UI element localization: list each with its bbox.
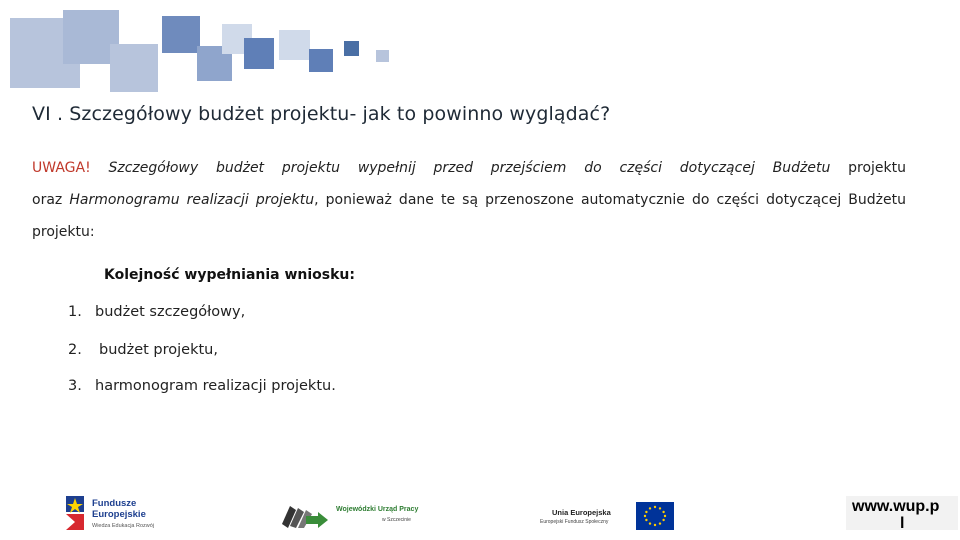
deco-square [162, 16, 200, 53]
list-item [68, 342, 218, 358]
list-item-number: 1. [68, 304, 82, 320]
deco-square [309, 49, 333, 72]
list-item-text: budżet projektu, [99, 342, 218, 358]
website-url-continuation[interactable]: l [900, 515, 905, 532]
deco-square [344, 41, 359, 56]
website-url[interactable]: www.wup.p [852, 498, 940, 515]
warning-text: oraz [32, 192, 70, 208]
wup-szczecin-logo [280, 500, 430, 530]
warning-italic-term: Budżetu [772, 160, 831, 176]
warning-text-end: , ponieważ dane te są przenoszone automatycznie do części dotyczącej Budżetu [314, 192, 906, 208]
deco-square [244, 38, 274, 69]
eu-logo-line-2: Europejski Fundusz Społeczny [540, 519, 609, 525]
warning-paragraph-line-1 [32, 160, 906, 176]
warning-text: Szczegółowy budżet projektu wypełnij przed przejściem do części dotyczącej [90, 160, 773, 176]
warning-paragraph-line-2 [32, 192, 906, 208]
list-item-number: 3. [68, 378, 82, 394]
warning-text-end: projektu [830, 160, 907, 176]
warning-paragraph-line-3: projektu: [32, 224, 95, 240]
eu-flag-icon [636, 502, 674, 530]
fe-logo-line-1: Fundusze [92, 498, 137, 509]
eu-logo-line-1: Unia Europejska [552, 508, 611, 517]
wup-emblem-icon [280, 500, 332, 530]
warning-italic-term: Harmonogramu realizacji projektu [69, 192, 315, 208]
deco-square [279, 30, 310, 60]
eu-logo [538, 500, 678, 532]
list-item [68, 304, 245, 320]
wup-logo-line-1: Wojewódzki Urząd Pracy [336, 506, 419, 513]
list-item-text: harmonogram realizacji projektu. [95, 378, 336, 394]
fe-logo-line-3: Wiedza Edukacja Rozwój [92, 523, 155, 529]
wup-logo-line-2: w Szczecinie [382, 517, 411, 523]
order-heading: Kolejność wypełniania wniosku: [104, 267, 356, 283]
list-item [68, 378, 336, 394]
deco-square [376, 50, 389, 62]
fundusze-europejskie-logo [64, 492, 179, 534]
list-item-number: 2. [68, 342, 82, 358]
list-item-text: budżet szczegółowy, [95, 304, 246, 320]
deco-square [110, 44, 158, 92]
fe-logo-line-2: Europejskie [92, 509, 146, 520]
page-title: VI . Szczegółowy budżet projektu- jak to powinno wyglądać? [32, 103, 611, 125]
warning-label: UWAGA! [32, 160, 91, 176]
fe-star-icon [64, 492, 86, 532]
